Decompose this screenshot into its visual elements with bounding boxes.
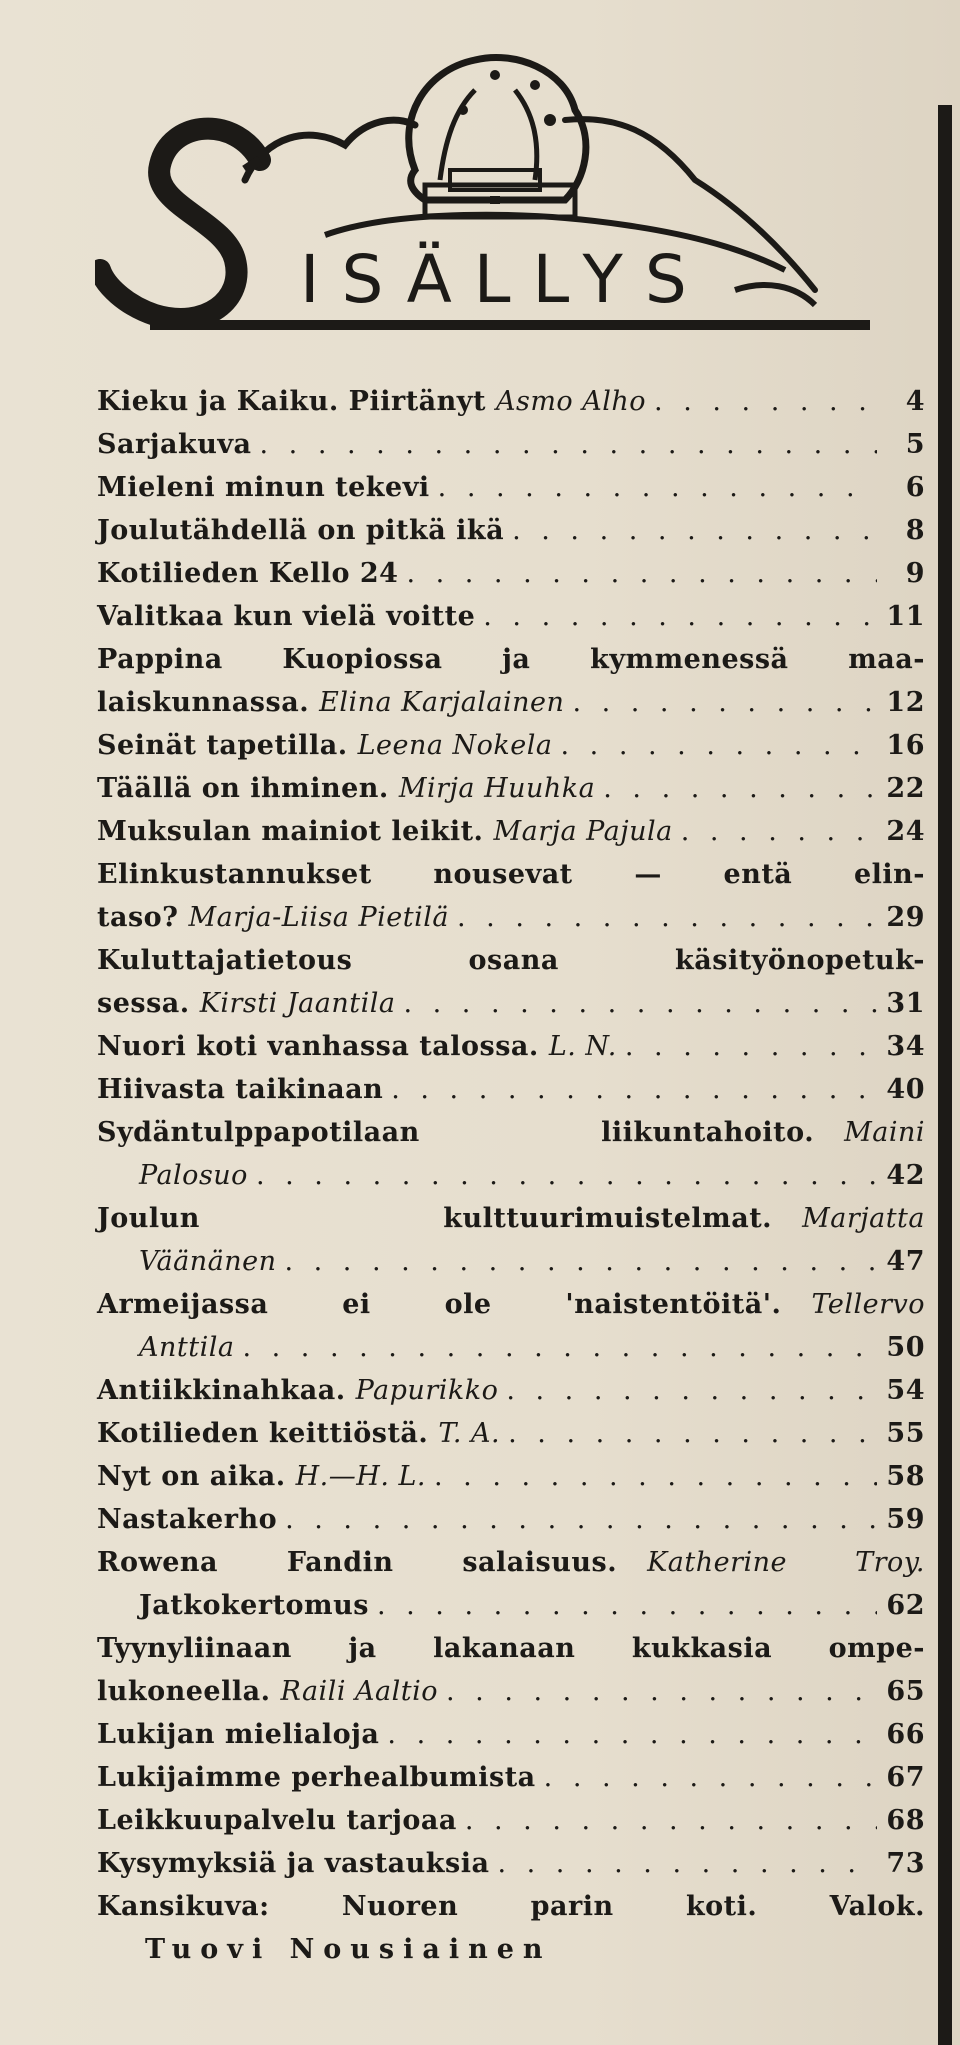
- dot-leader: [391, 1068, 877, 1111]
- dot-leader: [438, 466, 877, 509]
- toc-entry[interactable]: [97, 810, 925, 853]
- entry-author: Maini: [844, 1117, 925, 1148]
- entry-row: [97, 380, 925, 423]
- dot-leader: [242, 1326, 877, 1369]
- toc-entry[interactable]: [97, 423, 925, 466]
- entry-author: Kirsti Jaantila: [199, 988, 396, 1019]
- toc-entry[interactable]: [97, 638, 925, 724]
- entry-author: Asmo Alho: [495, 386, 647, 417]
- entry-author: Papurikko: [355, 1375, 499, 1406]
- entry-title: Jatkokertomus: [139, 1590, 369, 1621]
- entry-title: Nuori koti vanhassa talossa.: [97, 1031, 539, 1062]
- toc-entry[interactable]: [97, 1197, 925, 1283]
- entry-author: Katherine Troy.: [647, 1547, 925, 1578]
- page-number: 8: [905, 515, 925, 546]
- entry-author: Marja Pajula: [493, 816, 673, 847]
- toc-entry[interactable]: [97, 1627, 925, 1713]
- page-number: 58: [886, 1461, 925, 1492]
- dot-leader: [497, 1842, 877, 1885]
- entry-row: [97, 1842, 925, 1885]
- page-number: 68: [886, 1805, 925, 1836]
- dot-leader: [387, 1713, 877, 1756]
- entry-first-line: [97, 638, 925, 681]
- entry-row: [97, 1154, 925, 1197]
- toc-entry[interactable]: [97, 939, 925, 1025]
- entry-title: Kysymyksiä ja vastauksia: [97, 1848, 490, 1879]
- entry-title: Nyt on aika.: [97, 1461, 286, 1492]
- page-number: 24: [886, 816, 925, 847]
- toc-entry[interactable]: [97, 724, 925, 767]
- dot-leader: [603, 767, 877, 810]
- dot-leader: [403, 982, 877, 1025]
- entry-row: [97, 509, 925, 552]
- entry-row: [97, 1584, 925, 1627]
- toc-entry[interactable]: [97, 1541, 925, 1627]
- entry-author: Marja-Liisa Pietilä: [188, 902, 449, 933]
- entry-first-line: [97, 1197, 925, 1240]
- toc-entry[interactable]: [97, 1756, 925, 1799]
- toc-entry[interactable]: [97, 1111, 925, 1197]
- entry-row: [97, 767, 925, 810]
- page-number: 31: [886, 988, 925, 1019]
- entry-title-part: Pappina Kuopiossa ja kymmenessä maa-: [97, 644, 925, 675]
- entry-title-part: Kuluttajatietous osana käsityönopetuk-: [97, 945, 925, 976]
- page-number: 50: [886, 1332, 925, 1363]
- toc-entry[interactable]: [97, 853, 925, 939]
- dot-leader: [260, 423, 877, 466]
- entry-author: H.—H. L.: [295, 1461, 426, 1492]
- entry-title: Mieleni minun tekevi: [97, 472, 430, 503]
- cover-credit-word: Kansikuva:: [97, 1891, 270, 1922]
- page-number: 55: [886, 1418, 925, 1449]
- dot-leader: [256, 1154, 877, 1197]
- entry-first-line: [97, 939, 925, 982]
- page-number: 11: [886, 601, 925, 632]
- toc-entry[interactable]: [97, 466, 925, 509]
- contents-header: [95, 30, 875, 370]
- toc-entry[interactable]: [97, 380, 925, 423]
- page-number: 12: [886, 687, 925, 718]
- toc-entry[interactable]: [97, 1283, 925, 1369]
- dot-leader: [572, 681, 877, 724]
- entry-title-part: Armeijassa ei ole 'naistentöitä'.: [97, 1289, 782, 1320]
- header-illustration: [95, 30, 875, 370]
- toc-entry[interactable]: [97, 1842, 925, 1885]
- cover-credit-word: parin: [530, 1891, 614, 1922]
- entry-author: Väänänen: [139, 1246, 277, 1277]
- entry-title: Hiivasta taikinaan: [97, 1074, 384, 1105]
- page-number: 66: [886, 1719, 925, 1750]
- entry-first-line: [97, 1627, 925, 1670]
- page-number: 65: [886, 1676, 925, 1707]
- entry-row: [97, 1799, 925, 1842]
- dot-leader: [446, 1670, 877, 1713]
- entry-title: Kieku ja Kaiku. Piirtänyt: [97, 386, 486, 417]
- entry-title: Täällä on ihminen.: [97, 773, 389, 804]
- entry-first-line: [97, 1111, 925, 1154]
- entry-row: [97, 982, 925, 1025]
- toc-entry[interactable]: [97, 509, 925, 552]
- entry-title: laiskunnassa.: [97, 687, 310, 718]
- page-number: 47: [886, 1246, 925, 1277]
- entry-title: Lukijan mielialoja: [97, 1719, 380, 1750]
- dot-leader: [681, 810, 877, 853]
- cover-credit-word: Nuoren: [341, 1891, 459, 1922]
- entry-title: Seinät tapetilla.: [97, 730, 348, 761]
- entry-title-part: Joulun kulttuurimuistelmat.: [97, 1203, 773, 1234]
- dot-leader: [406, 552, 877, 595]
- table-of-contents: [97, 380, 925, 1971]
- entry-author: Mirja Huuhka: [398, 773, 596, 804]
- entry-title-part: Sydäntulppapotilaan liikuntahoito.: [97, 1117, 815, 1148]
- page-number: 22: [886, 773, 925, 804]
- entry-row: [97, 552, 925, 595]
- page-number: 67: [886, 1762, 925, 1793]
- dot-leader: [512, 509, 877, 552]
- entry-row: [97, 1756, 925, 1799]
- toc-entry[interactable]: [97, 1455, 925, 1498]
- dot-leader: [654, 380, 877, 423]
- entry-row: [97, 1240, 925, 1283]
- entry-title: Sarjakuva: [97, 429, 252, 460]
- page-number: 29: [886, 902, 925, 933]
- cover-credit-line: [97, 1885, 925, 1928]
- page-edge-bar: [938, 105, 952, 2045]
- page-number: 54: [886, 1375, 925, 1406]
- toc-entry[interactable]: [97, 1412, 925, 1455]
- entry-title: Lukijaimme perhealbumista: [97, 1762, 536, 1793]
- entry-row: [97, 1498, 925, 1541]
- toc-entry[interactable]: [97, 1369, 925, 1412]
- entry-row: [97, 724, 925, 767]
- dot-leader: [561, 724, 877, 767]
- entry-row: [97, 1025, 925, 1068]
- page-number: 9: [905, 558, 925, 589]
- entry-row: [97, 423, 925, 466]
- page-number: 34: [886, 1031, 925, 1062]
- entry-title-part: Rowena Fandin salaisuus.: [97, 1547, 618, 1578]
- entry-title: Kotilieden keittiöstä.: [97, 1418, 429, 1449]
- page-number: 6: [905, 472, 925, 503]
- entry-author: Leena Nokela: [357, 730, 553, 761]
- dot-leader: [434, 1455, 877, 1498]
- entry-author: Elina Karjalainen: [319, 687, 565, 718]
- cover-credit-word: Valok.: [829, 1891, 925, 1922]
- entry-row: [97, 681, 925, 724]
- photographer-name: Tuovi Nousiainen: [145, 1934, 552, 1965]
- entry-title: sessa.: [97, 988, 190, 1019]
- dot-leader: [625, 1025, 877, 1068]
- dot-leader: [377, 1584, 877, 1627]
- entry-title: lukoneella.: [97, 1676, 271, 1707]
- entry-author: Marjatta: [802, 1203, 925, 1234]
- cover-credit-word: koti.: [685, 1891, 758, 1922]
- contents-title: ISÄLLYS: [300, 241, 709, 318]
- entry-author: Palosuo: [139, 1160, 248, 1191]
- dot-leader: [544, 1756, 877, 1799]
- entry-title-part: Elinkustannukset nousevat — entä elin-: [97, 859, 925, 890]
- toc-entry[interactable]: [97, 1799, 925, 1842]
- page-number: 40: [886, 1074, 925, 1105]
- dot-leader: [508, 1412, 877, 1455]
- entry-row: [97, 1713, 925, 1756]
- toc-entry[interactable]: [97, 767, 925, 810]
- page-number: 4: [905, 386, 925, 417]
- entry-row: [97, 1369, 925, 1412]
- entry-row: [97, 1068, 925, 1111]
- dot-leader: [284, 1240, 877, 1283]
- dot-leader: [506, 1369, 877, 1412]
- cover-credit: [97, 1885, 925, 1971]
- page-number: 42: [886, 1160, 925, 1191]
- entry-title: Valitkaa kun vielä voitte: [97, 601, 476, 632]
- entry-row: [97, 466, 925, 509]
- entry-title: taso?: [97, 902, 179, 933]
- entry-row: [97, 1326, 925, 1369]
- entry-title-part: Tyynyliinaan ja lakanaan kukkasia ompe-: [97, 1633, 925, 1664]
- entry-row: [97, 1412, 925, 1455]
- toc-entry[interactable]: [97, 552, 925, 595]
- toc-entry[interactable]: [97, 1498, 925, 1541]
- dot-leader: [285, 1498, 877, 1541]
- entry-row: [97, 896, 925, 939]
- toc-entry[interactable]: [97, 595, 925, 638]
- toc-entry[interactable]: [97, 1713, 925, 1756]
- toc-entry[interactable]: [97, 1025, 925, 1068]
- page-number: 5: [905, 429, 925, 460]
- entry-title: Kotilieden Kello 24: [97, 558, 399, 589]
- entry-author: Tellervo: [811, 1289, 925, 1320]
- dot-leader: [465, 1799, 877, 1842]
- entry-author: L. N.: [548, 1031, 617, 1062]
- entry-author: T. A.: [438, 1418, 501, 1449]
- entry-title: Antiikkinahkaa.: [97, 1375, 346, 1406]
- dot-leader: [483, 595, 877, 638]
- entry-row: [97, 595, 925, 638]
- entry-first-line: [97, 1541, 925, 1584]
- entry-author: Raili Aaltio: [280, 1676, 439, 1707]
- entry-row: [97, 1455, 925, 1498]
- page-number: 73: [886, 1848, 925, 1879]
- entry-row: [97, 1670, 925, 1713]
- entry-title: Joulutähdellä on pitkä ikä: [97, 515, 505, 546]
- page-number: 59: [886, 1504, 925, 1535]
- toc-entry[interactable]: [97, 1068, 925, 1111]
- page-number: 16: [886, 730, 925, 761]
- entry-title: Leikkuupalvelu tarjoaa: [97, 1805, 457, 1836]
- entry-title: Nastakerho: [97, 1504, 278, 1535]
- dot-leader: [457, 896, 877, 939]
- entry-first-line: [97, 1283, 925, 1326]
- entry-row: [97, 810, 925, 853]
- entry-author: Anttila: [139, 1332, 235, 1363]
- entry-title: Muksulan mainiot leikit.: [97, 816, 484, 847]
- entry-first-line: [97, 853, 925, 896]
- page-number: 62: [886, 1590, 925, 1621]
